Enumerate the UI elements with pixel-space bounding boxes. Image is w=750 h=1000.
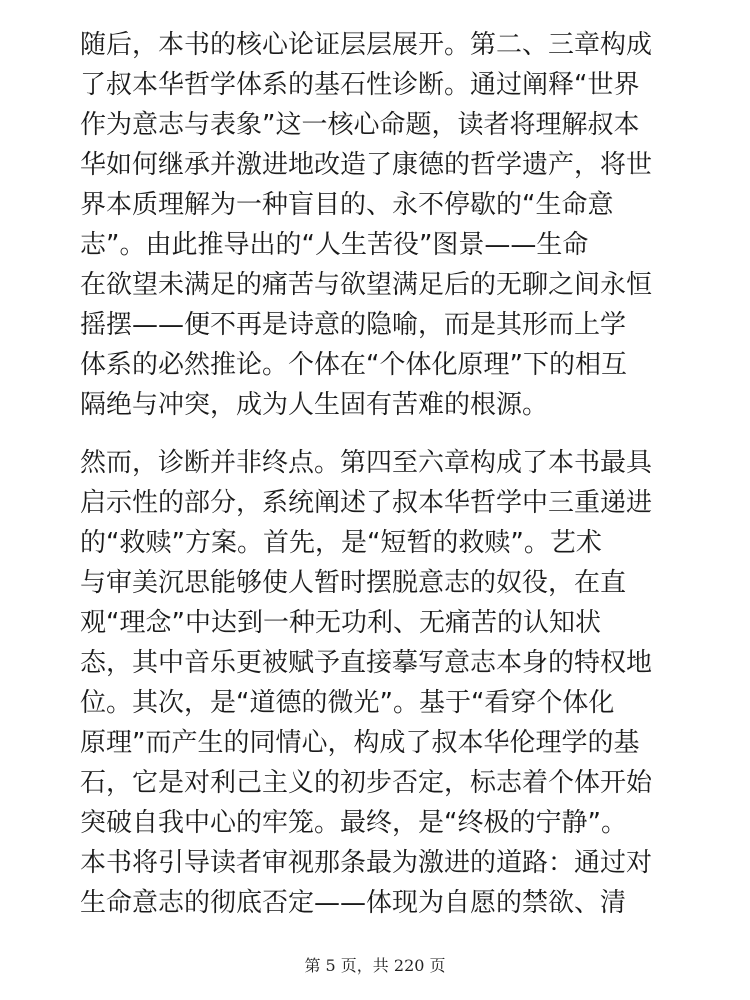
text-line: 体系的必然推论。个体在“个体化原理”下的相互	[80, 350, 627, 380]
text-line: 的“救赎”方案。首先，是“短暂的救赎”。艺术	[80, 528, 602, 558]
text-line: 隔绝与冲突，成为人生固有苦难的根源。	[80, 390, 549, 420]
text-line: 观“理念”中达到一种无功利、无痛苦的认知状	[80, 608, 601, 638]
paragraph-2	[80, 443, 680, 923]
text-line: 界本质理解为一种盲目的、永不停歇的“生命意	[80, 190, 614, 220]
text-line: 摇摆——便不再是诗意的隐喻，而是其形而上学	[80, 310, 627, 340]
text-line: 志”。由此推导出的“人生苦役”图景——生命	[80, 230, 589, 260]
paragraph-1	[80, 25, 680, 425]
text-line: 作为意志与表象”这一核心命题，读者将理解叔本	[80, 110, 640, 140]
text-line: 与审美沉思能够使人暂时摆脱意志的奴役，在直	[80, 568, 627, 598]
text-line: 本书将引导读者审视那条最为激进的道路：通过对	[80, 848, 653, 878]
text-line: 然而，诊断并非终点。第四至六章构成了本书最具	[80, 448, 653, 478]
text-line: 石，它是对利己主义的初步否定，标志着个体开始	[80, 768, 653, 798]
text-line: 了叔本华哲学体系的基石性诊断。通过阐释“世界	[80, 70, 640, 100]
text-line: 突破自我中心的牢笼。最终，是“终极的宁静”。	[80, 808, 627, 838]
text-line: 华如何继承并激进地改造了康德的哲学遗产，将世	[80, 150, 653, 180]
text-line: 生命意志的彻底否定——体现为自愿的禁欲、清	[80, 888, 627, 918]
text-line: 随后，本书的核心论证层层展开。第二、三章构成	[80, 30, 653, 60]
text-line: 态，其中音乐更被赋予直接摹写意志本身的特权地	[80, 648, 653, 678]
page-footer: 第 5 页，共 220 页	[304, 956, 446, 975]
text-line: 原理”而产生的同情心，构成了叔本华伦理学的基	[80, 728, 640, 758]
text-line: 启示性的部分，系统阐述了叔本华哲学中三重递进	[80, 488, 653, 518]
text-line: 在欲望未满足的痛苦与欲望满足后的无聊之间永恒	[80, 270, 653, 300]
text-line: 位。其次，是“道德的微光”。基于“看穿个体化	[80, 688, 615, 718]
body-text	[80, 25, 680, 923]
